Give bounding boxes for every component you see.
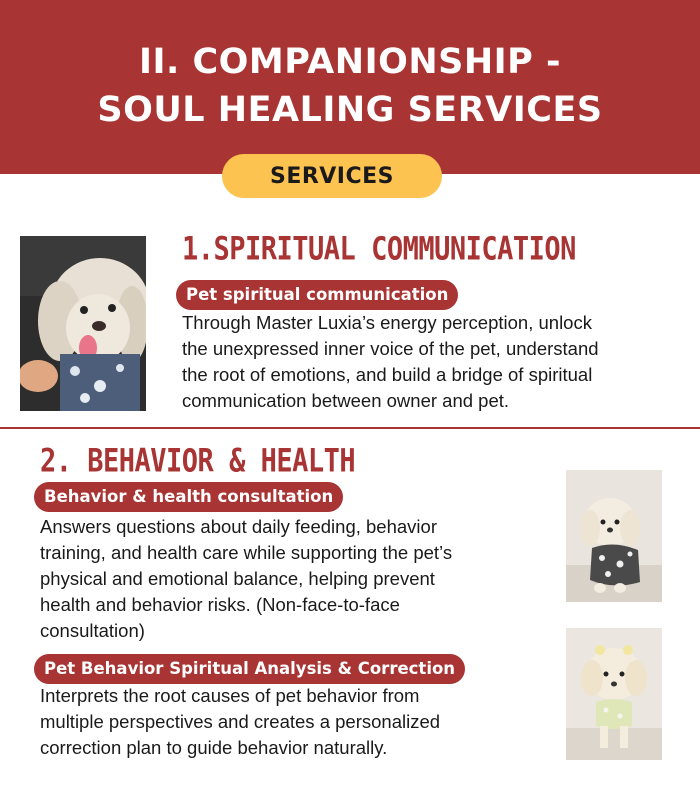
behavior-analysis-description: [40, 683, 440, 761]
text-line: Through Master Luxia’s energy perception, unlock: [182, 312, 592, 333]
text-line: training, and health care while supporting the pet’s: [40, 542, 453, 563]
tag-behavior-spiritual-analysis: Pet Behavior Spiritual Analysis & Correction: [34, 654, 465, 684]
dog-photo-fluffy-white: [20, 236, 146, 411]
text-line: physical and emotional balance, helping prevent: [40, 568, 435, 589]
text-line: Answers questions about daily feeding, behavior: [40, 516, 437, 537]
header-banner: [0, 0, 700, 174]
text-line: health and behavior risks. (Non-face-to-face: [40, 594, 400, 615]
text-line: the unexpressed inner voice of the pet, understand: [182, 338, 599, 359]
tag-behavior-health-consultation: Behavior & health consultation: [34, 482, 343, 512]
page-title: [0, 38, 700, 134]
page-title-line-1: II. COMPANIONSHIP -: [138, 42, 562, 82]
tag-pet-spiritual-communication: Pet spiritual communication: [176, 280, 458, 310]
text-line: Interprets the root causes of pet behavior from: [40, 685, 420, 706]
text-line: consultation): [40, 620, 145, 641]
section-title-behavior-health: 2. BEHAVIOR & HEALTH: [40, 443, 356, 480]
services-badge: SERVICES: [222, 154, 442, 198]
section-divider: [0, 427, 700, 429]
dog-photo-poodle-floral: [566, 470, 662, 602]
dog-photo-poodle-standing: [566, 628, 662, 760]
text-line: the root of emotions, and build a bridge of spiritual: [182, 364, 593, 385]
text-line: correction plan to guide behavior naturally.: [40, 737, 388, 758]
behavior-health-description: [40, 514, 452, 644]
spiritual-communication-description: [182, 310, 599, 414]
section-title-spiritual-communication: 1.SPIRITUAL COMMUNICATION: [182, 231, 576, 268]
text-line: communication between owner and pet.: [182, 390, 510, 411]
text-line: multiple perspectives and creates a personalized: [40, 711, 441, 732]
page-title-line-2: SOUL HEALING SERVICES: [97, 90, 603, 130]
